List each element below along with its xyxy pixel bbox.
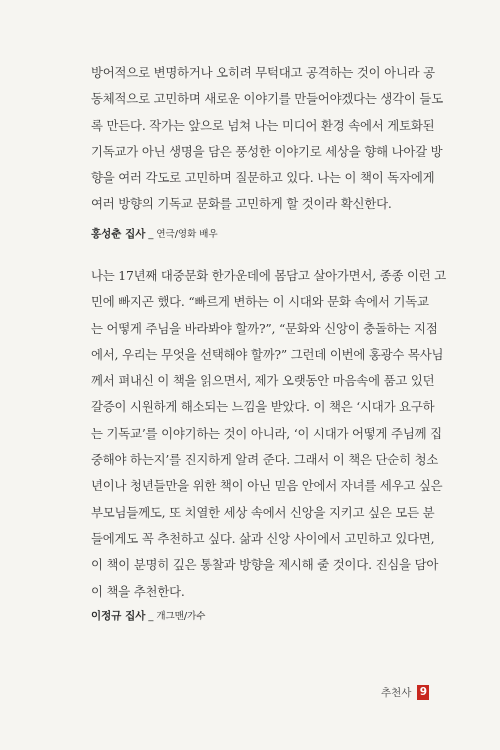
recommender-role: 개그맨/가수 [156,611,206,622]
text-line: 이 책을 추천한다. [91,583,185,599]
signature-separator: _ [148,229,154,240]
recommender-name: 홍성춘 집사 [91,228,146,240]
text-line: 방어적으로 변명하거나 오히려 무턱대고 공격하는 것이 아니라 공 [91,65,435,80]
text-line: 에서, 우리는 무엇을 선택해야 할까?” 그런데 이번에 홍광수 목사님 [91,346,444,362]
text-line: 동체적으로 고민하며 새로운 이야기를 만들어야겠다는 생각이 들도 [91,91,443,107]
recommender-signature-2 [91,604,205,623]
recommendation-paragraph-1 [91,60,443,218]
text-line: 이 책이 분명히 깊은 통찰과 방향을 제시해 줄 것이다. 진심을 담아 [91,557,439,573]
text-line: 갈증이 시원하게 해소되는 느낌을 받았다. 이 책은 ‘시대가 요구하 [91,399,435,415]
page-footer [381,684,429,700]
recommendation-paragraph-2 [91,263,447,605]
text-line: 부모님들께도, 또 치열한 세상 속에서 신앙을 지키고 싶은 모든 분 [91,504,435,520]
text-line: 기독교가 아닌 생명을 담은 풍성한 이야기로 세상을 향해 나아갈 방 [91,143,443,159]
page-number: 9 [417,685,429,700]
text-line: 나는 17년째 대중문화 한가운데에 몸담고 살아가면서, 종종 이런 고 [91,268,447,283]
text-line: 들에게도 꼭 추천하고 싶다. 삶과 신앙 사이에서 고민하고 있다면, [91,530,435,546]
section-label: 추천사 [381,686,412,699]
text-line: 중해야 하는지’를 진지하게 알려 준다. 그래서 이 책은 단순히 청소 [91,452,439,468]
text-line: 년이나 청년들만을 위한 책이 아닌 믿음 안에서 자녀를 세우고 싶은 [91,478,443,494]
text-line: 여러 방향의 기독교 문화를 고민하게 할 것이라 확신한다. [91,196,392,212]
text-line: 는 기독교’를 이야기하는 것이 아니라, ‘이 시대가 어떻게 주님께 집 [91,425,442,441]
recommender-name: 이정규 집사 [91,610,146,622]
recommender-signature-1 [91,222,218,241]
signature-separator: _ [148,611,154,622]
text-line: 는 어떻게 주님을 바라봐야 할까?”, “문화와 신앙이 충돌하는 지점 [91,320,438,336]
recommender-role: 연극/영화 배우 [156,229,218,240]
text-line: 향을 여러 각도로 고민하며 질문하고 있다. 나는 이 책이 독자에게 [91,170,435,186]
text-line: 록 만든다. 작가는 앞으로 넘쳐 나는 미디어 환경 속에서 게토화된 [91,117,435,133]
text-line: 민에 빠지곤 했다. “빠르게 변하는 이 시대와 문화 속에서 기독교 [91,294,429,310]
text-line: 께서 펴내신 이 책을 읽으면서, 제가 오랫동안 마음속에 품고 있던 [91,373,435,389]
